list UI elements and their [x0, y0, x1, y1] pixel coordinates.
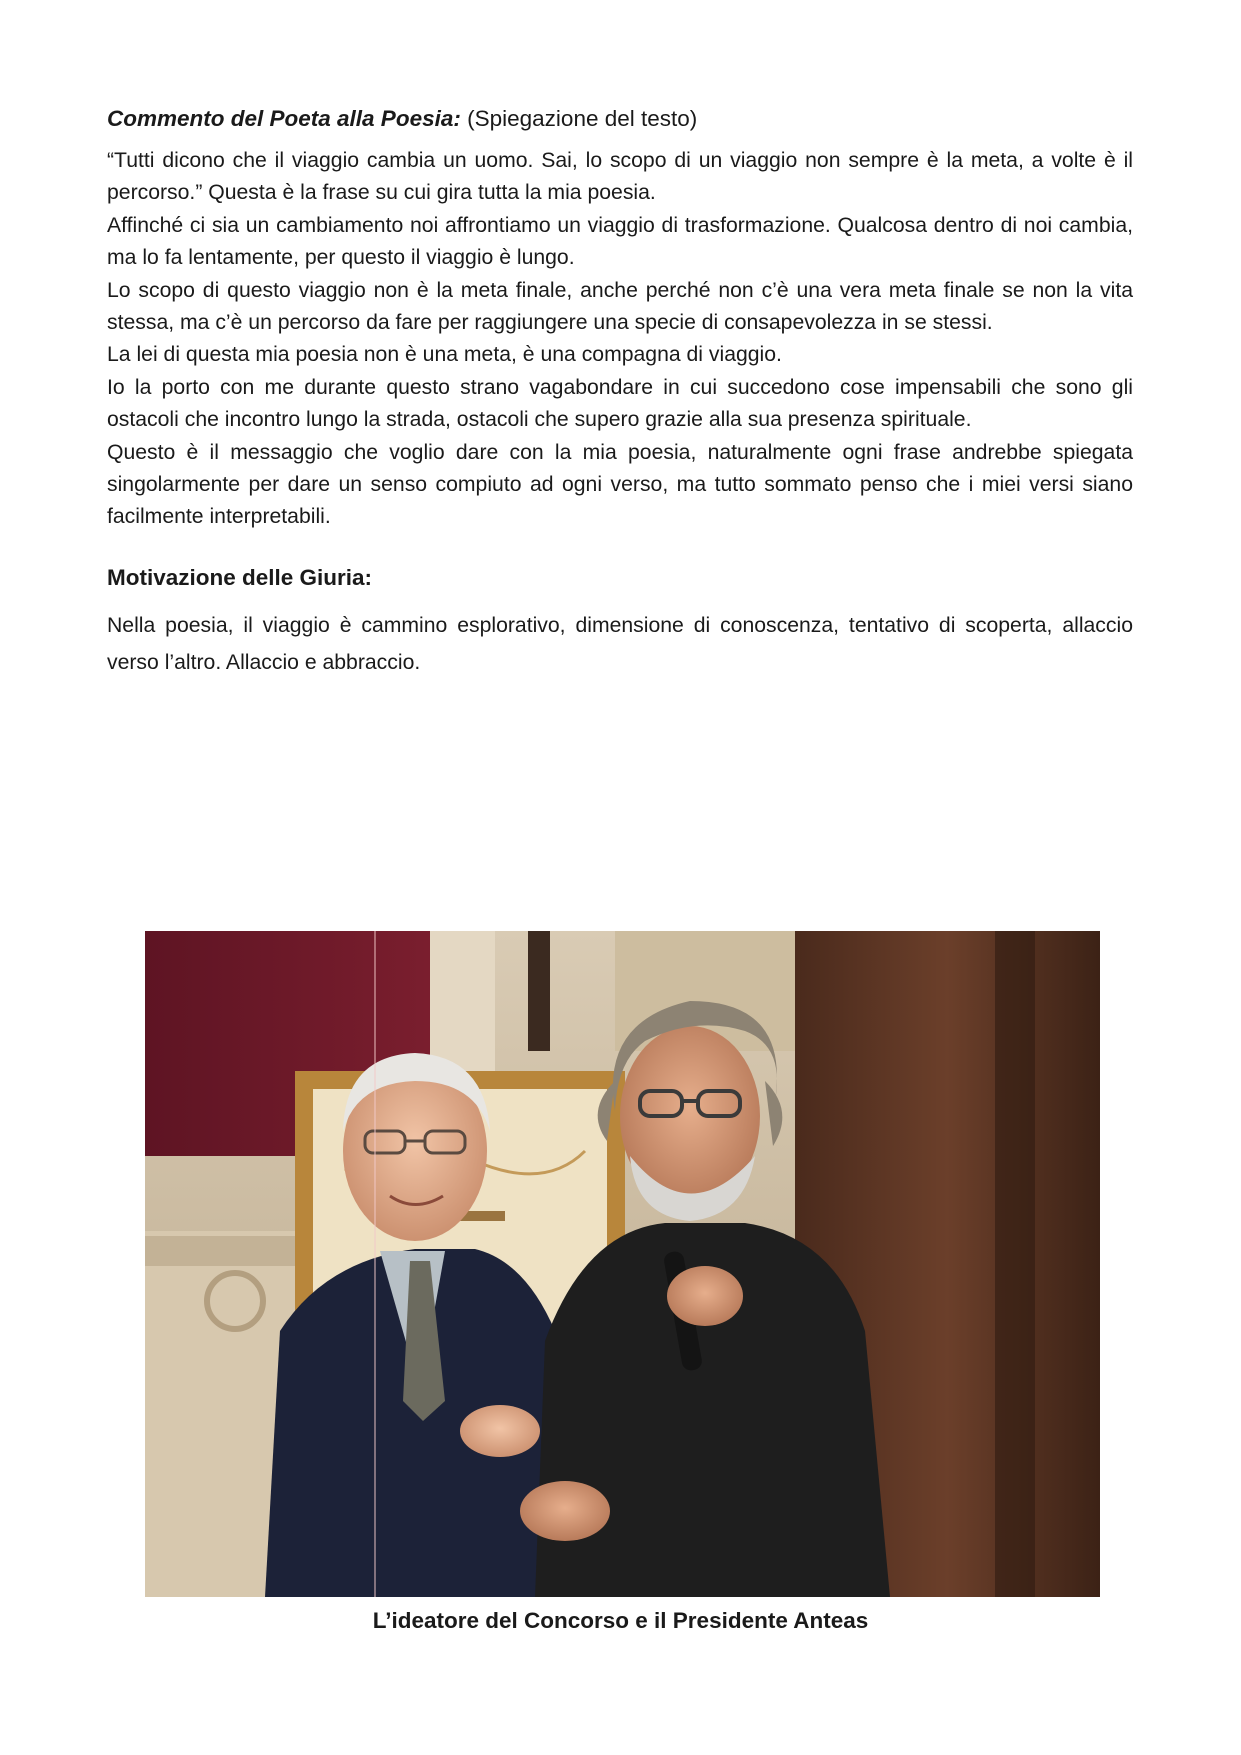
- photo-illustration: [145, 931, 1100, 1597]
- commentary-heading: [107, 104, 1133, 134]
- jury-motivation: Nella poesia, il viaggio è cammino esplorativo, dimensione di conoscenza, tentativo di scoperta, allaccio verso l’altro. Allaccio e abbraccio.: [107, 613, 1133, 674]
- commentary-body: [107, 145, 1133, 534]
- commentary-title: Commento del Poeta alla Poesia:: [107, 106, 461, 131]
- commentary-paragraph: La lei di questa mia poesia non è una meta, è una compagna di viaggio.: [107, 343, 782, 367]
- photo-caption: L’ideatore del Concorso e il Presidente Anteas: [372, 1608, 869, 1633]
- commentary-paragraph: Affinché ci sia un cambiamento noi affrontiamo un viaggio di trasformazione. Qualcosa dentro di noi cambia, ma lo fa lentamente, per questo il viaggio è lungo.: [107, 213, 1133, 270]
- commentary-paragraph: Lo scopo di questo viaggio non è la meta finale, anche perché non c’è una vera meta finale se non la vita stessa, ma c’è un percorso da fare per raggiungere una specie di consapevolezza in se stessi.: [107, 278, 1133, 335]
- event-photo: [145, 931, 1100, 1597]
- document-page: [107, 104, 1133, 681]
- jury-heading: Motivazione delle Giuria:: [107, 564, 373, 590]
- commentary-paragraph: “Tutti dicono che il viaggio cambia un uomo. Sai, lo scopo di un viaggio non sempre è la meta, a volte è il percorso.” Questa è la frase su cui gira tutta la mia poesia.: [107, 149, 1133, 205]
- commentary-paragraph: Io la porto con me durante questo strano vagabondare in cui succedono cose impensabili che sono gli ostacoli che incontro lungo la strada, ostacoli che supero grazie alla sua presenza spirituale.: [107, 375, 1133, 432]
- commentary-paragraph: Questo è il messaggio che voglio dare con la mia poesia, naturalmente ogni frase andrebbe spiegata singolarmente per dare un senso compiuto ad ogni verso, ma tutto sommato penso che i miei versi siano facilmente interpretabili.: [107, 440, 1133, 529]
- commentary-subtitle: (Spiegazione del testo): [467, 106, 698, 131]
